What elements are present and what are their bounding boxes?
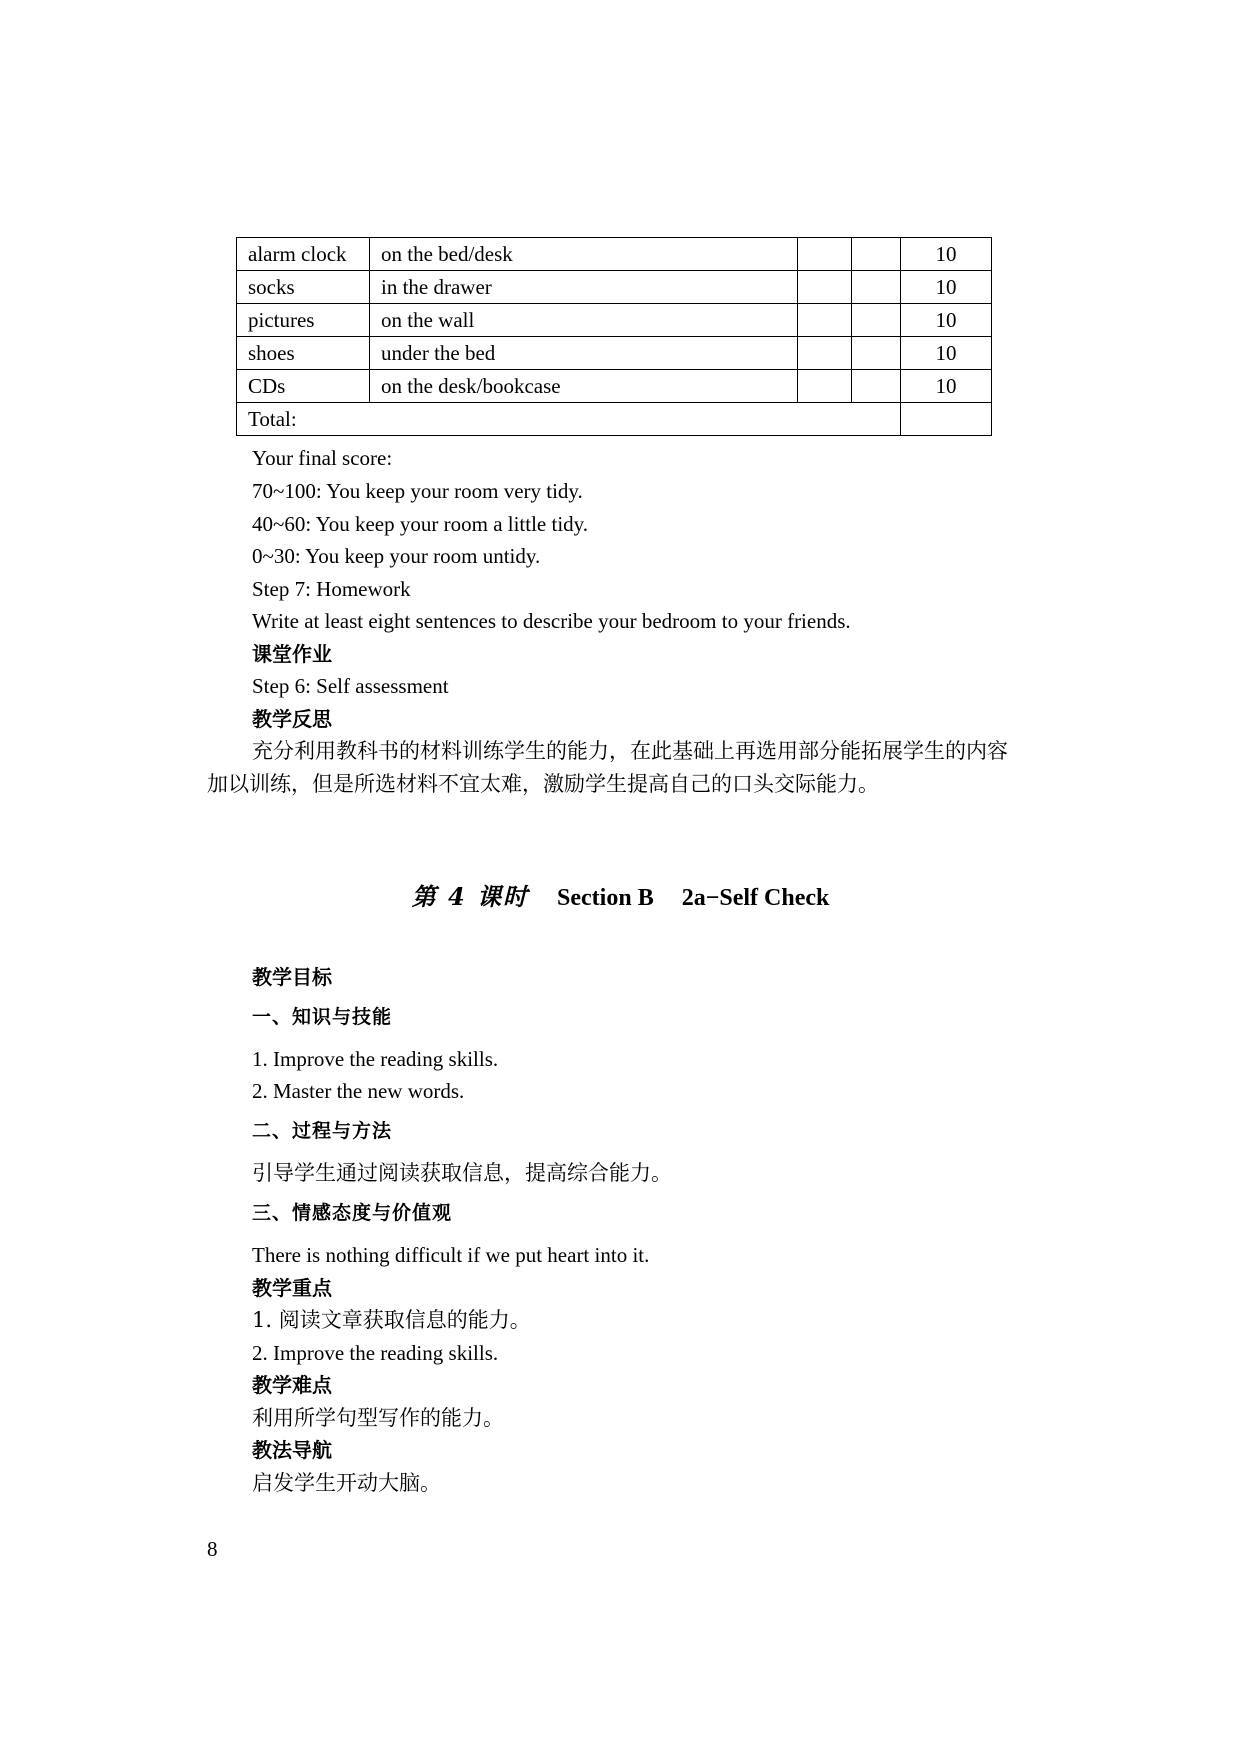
table-row bbox=[237, 271, 992, 304]
blank-cell bbox=[798, 337, 852, 370]
total-row bbox=[237, 403, 992, 436]
final-score-label: Your final score: bbox=[252, 446, 393, 470]
goals-sub-knowledge: 一、知识与技能 bbox=[252, 1006, 393, 1028]
blank-cell bbox=[798, 304, 852, 337]
goal-item-1: 1. Improve the reading skills. bbox=[252, 1047, 499, 1071]
section-label: Section B bbox=[557, 885, 654, 911]
place-cell: on the bed/desk bbox=[370, 238, 798, 271]
reflection-line-1: 充分利用教科书的材料训练学生的能力，在此基础上再选用部分能拓展学生的内容 bbox=[252, 739, 1008, 763]
homework-text: Write at least eight sentences to describe your bedroom to your friends. bbox=[252, 609, 851, 633]
lesson-title bbox=[0, 882, 1241, 913]
place-cell: on the desk/bookcase bbox=[370, 370, 798, 403]
goal-item-2: 2. Master the new words. bbox=[252, 1079, 465, 1103]
item-cell: shoes bbox=[237, 337, 370, 370]
blank-cell bbox=[852, 304, 901, 337]
item-cell: socks bbox=[237, 271, 370, 304]
score-band-low: 0~30: You keep your room untidy. bbox=[252, 544, 541, 568]
step7-label: Step 7: Homework bbox=[252, 577, 411, 601]
goals-heading: 教学目标 bbox=[252, 965, 332, 989]
difficulties-text: 利用所学句型写作的能力。 bbox=[252, 1406, 504, 1430]
process-text: 引导学生通过阅读获取信息，提高综合能力。 bbox=[252, 1161, 672, 1185]
table-row bbox=[237, 238, 992, 271]
lesson-number: 第 4 课时 bbox=[411, 882, 530, 911]
scoring-table bbox=[236, 237, 992, 436]
place-cell: under the bed bbox=[370, 337, 798, 370]
table-row bbox=[237, 370, 992, 403]
goals-sub-attitude: 三、情感态度与价值观 bbox=[252, 1202, 453, 1224]
method-heading: 教法导航 bbox=[252, 1438, 332, 1462]
blank-cell bbox=[852, 238, 901, 271]
key-points-heading: 教学重点 bbox=[252, 1276, 332, 1300]
part-label: 2a−Self Check bbox=[681, 885, 830, 911]
classwork-heading: 课堂作业 bbox=[252, 642, 332, 666]
item-cell: alarm clock bbox=[237, 238, 370, 271]
score-band-high: 70~100: You keep your room very tidy. bbox=[252, 479, 583, 503]
item-cell: pictures bbox=[237, 304, 370, 337]
place-cell: in the drawer bbox=[370, 271, 798, 304]
blank-cell bbox=[798, 271, 852, 304]
score-cell: 10 bbox=[901, 337, 992, 370]
score-band-mid: 40~60: You keep your room a little tidy. bbox=[252, 512, 589, 536]
step6-label: Step 6: Self assessment bbox=[252, 674, 449, 698]
reflection-heading: 教学反思 bbox=[252, 707, 332, 731]
score-cell: 10 bbox=[901, 271, 992, 304]
method-text: 启发学生开动大脑。 bbox=[252, 1471, 441, 1495]
blank-cell bbox=[852, 370, 901, 403]
key-point-2: 2. Improve the reading skills. bbox=[252, 1341, 499, 1365]
page-number: 8 bbox=[207, 1537, 218, 1561]
table-row bbox=[237, 304, 992, 337]
goals-sub-process: 二、过程与方法 bbox=[252, 1120, 393, 1142]
score-cell: 10 bbox=[901, 304, 992, 337]
table-row bbox=[237, 337, 992, 370]
blank-cell bbox=[798, 370, 852, 403]
blank-cell bbox=[852, 271, 901, 304]
blank-cell bbox=[798, 238, 852, 271]
place-cell: on the wall bbox=[370, 304, 798, 337]
key-point-1: 1. 阅读文章获取信息的能力。 bbox=[252, 1308, 531, 1332]
attitude-text: There is nothing difficult if we put heart into it. bbox=[252, 1243, 650, 1267]
difficulties-heading: 教学难点 bbox=[252, 1373, 332, 1397]
item-cell: CDs bbox=[237, 370, 370, 403]
reflection-line-2: 加以训练，但是所选材料不宜太难，激励学生提高自己的口头交际能力。 bbox=[207, 772, 879, 796]
blank-cell bbox=[852, 337, 901, 370]
total-label: Total: bbox=[237, 403, 901, 436]
score-cell: 10 bbox=[901, 238, 992, 271]
score-cell: 10 bbox=[901, 370, 992, 403]
total-score-cell bbox=[901, 403, 992, 436]
